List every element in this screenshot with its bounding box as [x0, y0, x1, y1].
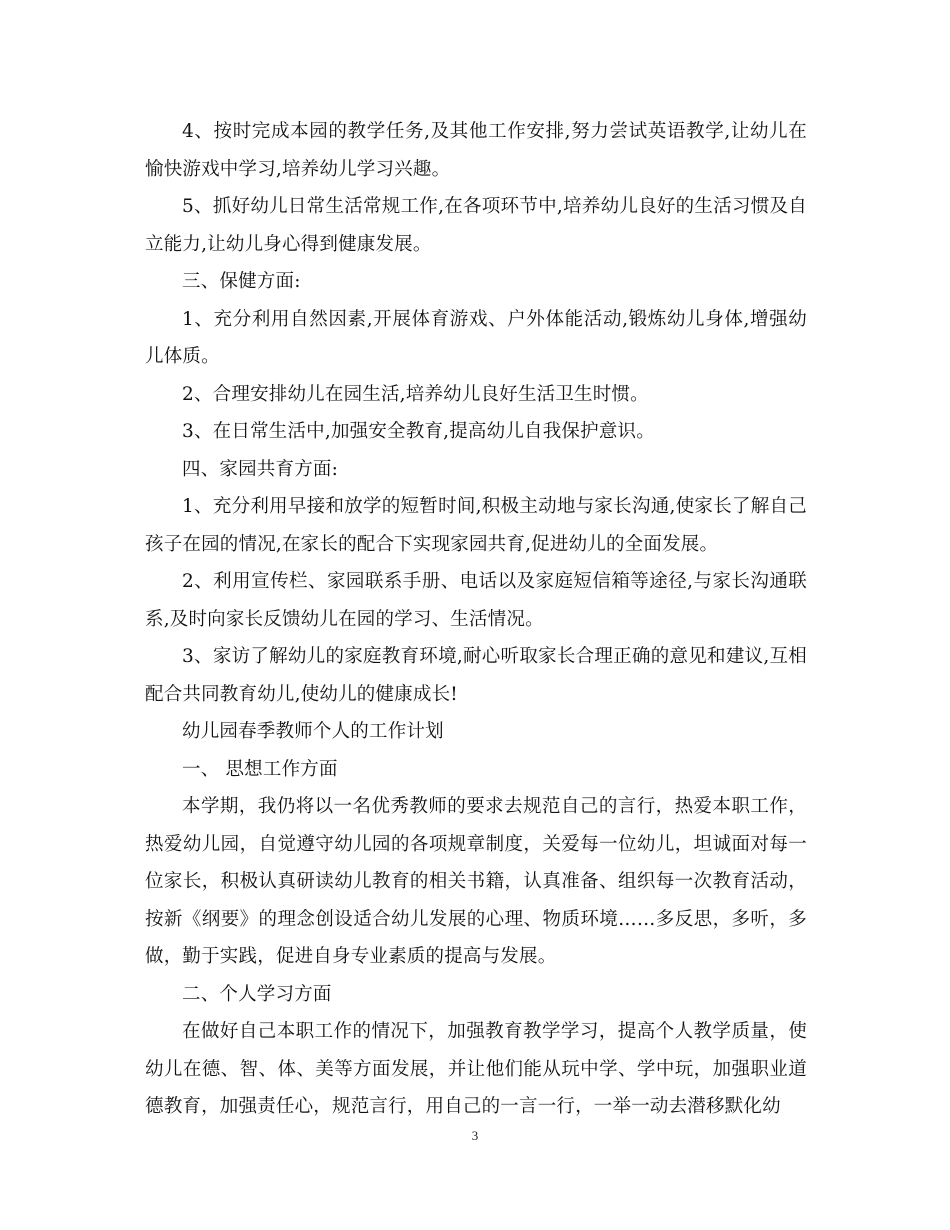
section-heading-learning: 二、个人学习方面	[182, 983, 332, 1005]
paragraph-item-5: 5、抓好幼儿日常生活常规工作,在各项环节中,培养幼儿良好的生活习惯及自立能力,让幼儿身心得到健康发展。	[145, 196, 807, 255]
section-heading-thought: 一、 思想工作方面	[182, 758, 338, 780]
page-number: 3	[471, 1128, 479, 1143]
paragraph-home-school-3: 3、家访了解幼儿的家庭教育环境,耐心听取家长合理正确的意见和建议,互相配合共同教育幼儿,使幼儿的健康成长!	[145, 646, 807, 705]
paragraph-home-school-1: 1、充分利用早接和放学的短暂时间,积极主动地与家长沟通,使家长了解自己孩子在园的情况,在家长的配合下实现家园共育,促进幼儿的全面发展。	[145, 496, 807, 555]
paragraph-learning: 在做好自己本职工作的情况下，加强教育教学学习，提高个人教学质量，使幼儿在德、智、体、美等方面发展，并让他们能从玩中学、学中玩，加强职业道德教育，加强责任心，规范言行，用自己的一言一行，一举一动去潜移默化幼	[145, 1021, 807, 1117]
section-heading-home-school: 四、家园共育方面:	[182, 458, 339, 480]
section-heading-health: 三、保健方面:	[182, 271, 301, 292]
paragraph-health-1: 1、充分利用自然因素,开展体育游戏、户外体能活动,锻炼幼儿身体,增强幼儿体质。	[145, 308, 807, 367]
paragraph-home-school-2: 2、利用宣传栏、家园联系手册、电话以及家庭短信箱等途径,与家长沟通联系,及时向家长反馈幼儿在园的学习、生活情况。	[145, 571, 807, 630]
paragraph-item-4: 4、按时完成本园的教学任务,及其他工作安排,努力尝试英语教学,让幼儿在愉快游戏中学习,培养幼儿学习兴趣。	[145, 121, 807, 180]
paragraph-health-3: 3、在日常生活中,加强安全教育,提高幼儿自我保护意识。	[182, 421, 655, 442]
document-body	[145, 113, 807, 1126]
plan-title: 幼儿园春季教师个人的工作计划	[182, 721, 444, 742]
paragraph-health-2: 2、合理安排幼儿在园生活,培养幼儿良好生活卫生时惯。	[182, 383, 649, 405]
paragraph-thought-work: 本学期，我仍将以一名优秀教师的要求去规范自己的言行，热爱本职工作，热爱幼儿园，自觉遵守幼儿园的各项规章制度，关爱每一位幼儿，坦诚面对每一位家长，积极认真研读幼儿教育的相关书籍，认真准备、组织每一次教育活动，按新《纲要》的理念创设适合幼儿发展的心理、物质环境……多反思，多听，多做，勤于实践，促进自身专业素质的提高与发展。	[145, 796, 807, 967]
